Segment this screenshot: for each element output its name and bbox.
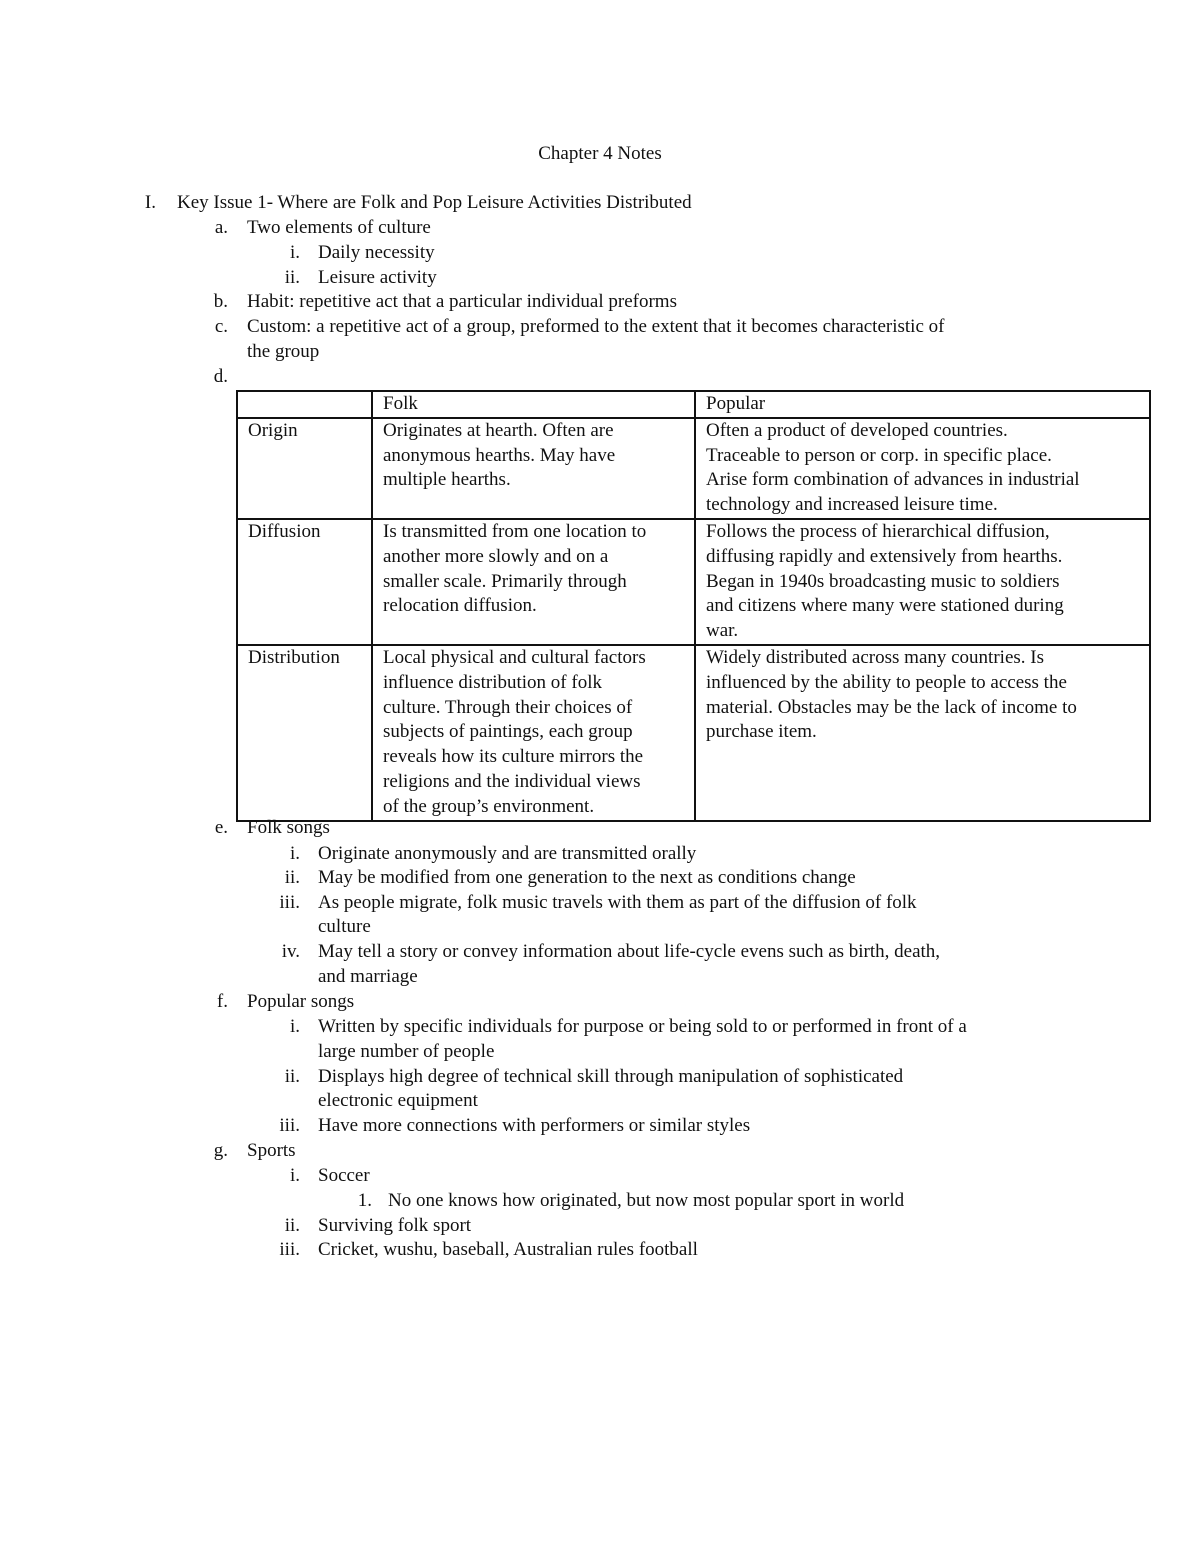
table-cell-popular: Widely distributed across many countries. Is influenced by the ability to people to access the material. Obstacles may be the lack of income to purchase item.: [695, 645, 1150, 821]
outline-item-e-iii-line2: culture: [318, 916, 371, 937]
outline-marker-1: I.: [144, 192, 156, 213]
table-cell-folk: Originates at hearth. Often are anonymous hearths. May have multiple hearths.: [372, 418, 695, 519]
outline-item-f-i-line1: Written by specific individuals for purpose or being sold to or performed in front of a: [318, 1016, 967, 1037]
outline-item-a: Two elements of culture: [247, 217, 431, 238]
key-issue-heading: Key Issue 1- Where are Folk and Pop Leisure Activities Distributed: [177, 192, 692, 213]
outline-item-g-iii: Cricket, wushu, baseball, Australian rules football: [318, 1239, 698, 1260]
outline-item-e-i: Originate anonymously and are transmitted orally: [318, 843, 697, 864]
table-row-origin: [237, 418, 1150, 519]
outline-item-a-ii: Leisure activity: [318, 267, 437, 288]
outline-item-f-iii: Have more connections with performers or similar styles: [318, 1115, 751, 1136]
outline-marker-f: f.: [216, 991, 228, 1012]
table-cell-popular: Often a product of developed countries. Traceable to person or corp. in specific place. Arise form combination of advances in industrial technology and increased leisure time.: [695, 418, 1150, 519]
outline-item-f-ii-line2: electronic equipment: [318, 1090, 478, 1111]
outline-item-g-i-1: No one knows how originated, but now most popular sport in world: [388, 1190, 905, 1211]
table-header-popular: Popular: [695, 391, 1150, 418]
table-cell-folk: Is transmitted from one location to another more slowly and on a smaller scale. Primarily through relocation diffusion.: [372, 519, 695, 645]
outline-item-g: Sports: [247, 1140, 296, 1161]
table-cell-folk: Local physical and cultural factors influence distribution of folk culture. Through their choices of subjects of paintings, each group reveals how its culture mirrors the religions and the individual views of the group’s environment.: [372, 645, 695, 821]
folk-popular-comparison-table: [236, 390, 1151, 822]
outline-marker-f-i: i.: [289, 1016, 300, 1037]
outline-marker-a-i: i.: [289, 242, 300, 263]
outline-item-g-ii: Surviving folk sport: [318, 1215, 472, 1236]
table-header-empty: [237, 391, 372, 418]
table-cell-popular: Follows the process of hierarchical diffusion, diffusing rapidly and extensively from hearths. Began in 1940s broadcasting music to soldiers and citizens where many were stationed during war.: [695, 519, 1150, 645]
outline-marker-e-iv: iv.: [281, 941, 300, 962]
outline-marker-f-ii: ii.: [284, 1066, 300, 1087]
outline-marker-e-i: i.: [289, 843, 300, 864]
table-header-row: [237, 391, 1150, 418]
outline-marker-g: g.: [213, 1140, 228, 1161]
outline-item-a-i: Daily necessity: [318, 242, 435, 263]
outline-marker-g-iii: iii.: [279, 1239, 300, 1260]
outline-marker-a-ii: ii.: [284, 267, 300, 288]
outline-item-e: Folk songs: [247, 817, 330, 838]
outline-marker-g-i: i.: [289, 1165, 300, 1186]
outline-item-e-iv-line2: and marriage: [318, 966, 418, 987]
outline-marker-e-ii: ii.: [284, 867, 300, 888]
outline-marker-g-ii: ii.: [284, 1215, 300, 1236]
outline-marker-c: c.: [214, 316, 228, 337]
outline-item-b: Habit: repetitive act that a particular individual preforms: [247, 291, 677, 312]
outline-marker-d: d.: [213, 366, 228, 387]
table-cell-label: Diffusion: [237, 519, 372, 645]
outline-item-e-ii: May be modified from one generation to the next as conditions change: [318, 867, 856, 888]
table-row-distribution: [237, 645, 1150, 821]
outline-marker-g-i-1: 1.: [357, 1190, 372, 1211]
table-row-diffusion: [237, 519, 1150, 645]
outline-item-f-ii-line1: Displays high degree of technical skill through manipulation of sophisticated: [318, 1066, 904, 1087]
outline-item-c-line2: the group: [247, 341, 320, 362]
outline-marker-e-iii: iii.: [279, 892, 300, 913]
outline-item-e-iii-line1: As people migrate, folk music travels with them as part of the diffusion of folk: [318, 892, 917, 913]
outline-item-g-i: Soccer: [318, 1165, 370, 1186]
table-cell-label: Origin: [237, 418, 372, 519]
outline-marker-e: e.: [214, 817, 228, 838]
outline-item-f-i-line2: large number of people: [318, 1041, 495, 1062]
page-title: Chapter 4 Notes: [538, 143, 662, 164]
outline-marker-f-iii: iii.: [279, 1115, 300, 1136]
outline-item-c-line1: Custom: a repetitive act of a group, preformed to the extent that it becomes characteristic of: [247, 316, 945, 337]
table-header-folk: Folk: [372, 391, 695, 418]
outline-marker-b: b.: [213, 291, 228, 312]
outline-marker-a: a.: [214, 217, 228, 238]
table-cell-label: Distribution: [237, 645, 372, 821]
outline-item-f: Popular songs: [247, 991, 355, 1012]
outline-item-e-iv-line1: May tell a story or convey information about life-cycle evens such as birth, death,: [318, 941, 941, 962]
